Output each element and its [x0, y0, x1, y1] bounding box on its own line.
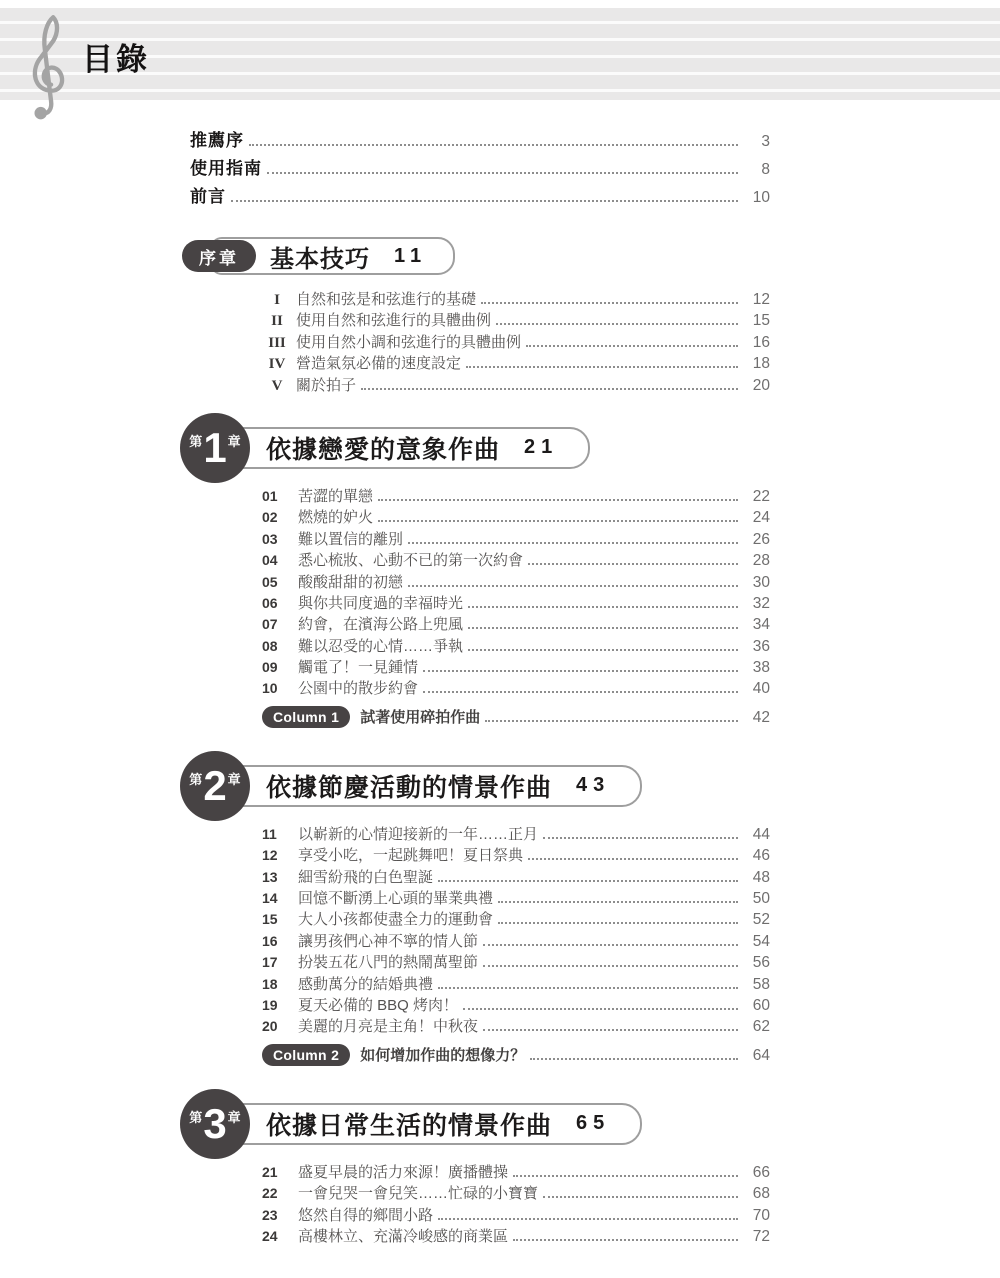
- section-header: [180, 1089, 770, 1159]
- page-number: 24: [752, 509, 770, 527]
- dot-leader: [530, 1058, 738, 1060]
- entry-number: 19: [262, 996, 278, 1013]
- dot-leader: [543, 1196, 738, 1198]
- entry-row: [262, 592, 770, 613]
- section-title: 依據日常生活的情景作曲: [266, 1111, 553, 1140]
- entry-row: [262, 1161, 770, 1182]
- dot-leader: [267, 172, 738, 174]
- entry-number: 05: [262, 573, 278, 590]
- dot-leader: [496, 323, 738, 325]
- entry-number: 15: [262, 911, 278, 928]
- entry-number: 21: [262, 1163, 278, 1180]
- entry-number: 17: [262, 954, 278, 971]
- staff-line: [0, 72, 1000, 75]
- entry-number: 23: [262, 1206, 278, 1223]
- entry-number: IV: [268, 356, 286, 373]
- entry-number: 10: [262, 680, 278, 697]
- entry-title: 苦澀的單戀: [298, 487, 374, 505]
- entry-title: 公園中的散步約會: [298, 680, 419, 698]
- dot-leader: [438, 1218, 738, 1220]
- page-number: 38: [752, 659, 770, 677]
- column-badge: Column 2: [262, 1044, 350, 1066]
- dot-leader: [513, 1239, 738, 1241]
- front-matter-title: 推薦序: [190, 131, 244, 150]
- page-number: 34: [752, 616, 770, 634]
- page-title: 目錄: [82, 42, 150, 77]
- entry-number: 08: [262, 637, 278, 654]
- entry-number: I: [274, 292, 280, 308]
- entry-number: 14: [262, 890, 278, 907]
- section-prologue: [190, 236, 770, 395]
- front-matter-row: [190, 154, 770, 182]
- dot-leader: [526, 345, 738, 347]
- entry-row: [262, 374, 770, 395]
- entry-title: 扮裝五花八門的熱鬧萬聖節: [298, 954, 479, 972]
- entry-number: 11: [262, 825, 277, 842]
- entry-title: 夏天必備的 BBQ 烤肉！: [298, 996, 459, 1014]
- entry-number: 03: [262, 530, 278, 547]
- dot-leader: [361, 388, 738, 390]
- dot-leader: [468, 649, 738, 651]
- dot-leader: [528, 563, 738, 565]
- staff-line: [0, 55, 1000, 58]
- front-matter-title: 使用指南: [190, 159, 262, 178]
- treble-clef-icon: [26, 10, 72, 124]
- section-header: [182, 236, 770, 276]
- page-number: 28: [752, 552, 770, 570]
- dot-leader: [466, 366, 738, 368]
- page-number: 58: [752, 975, 770, 993]
- dot-leader: [231, 200, 738, 202]
- entry-number: 20: [262, 1018, 278, 1035]
- section-chapter-3: [190, 1089, 770, 1247]
- page-number: 60: [752, 996, 770, 1014]
- entry-number: II: [271, 313, 283, 330]
- section-title-box: [212, 1103, 642, 1145]
- entry-row: [262, 823, 770, 844]
- dot-leader: [483, 944, 738, 946]
- entry-title: 高樓林立、充滿冷峻感的商業區: [298, 1227, 509, 1245]
- section-title-box: [212, 427, 590, 469]
- entry-number: 12: [262, 847, 278, 864]
- chapter-badge-prefix: 第: [189, 434, 203, 450]
- entry-title: 悉心梳妝、心動不已的第一次約會: [298, 552, 524, 570]
- front-matter-row: [190, 182, 770, 210]
- chapter-badge-suffix: 章: [227, 434, 241, 450]
- dot-leader: [378, 499, 738, 501]
- staff-line: [0, 89, 1000, 92]
- section-chapter-2: [190, 751, 770, 1071]
- dot-leader: [468, 627, 738, 629]
- entry-list: [262, 823, 770, 1037]
- dot-leader: [408, 585, 738, 587]
- section-header: [180, 751, 770, 821]
- entry-number: 02: [262, 509, 278, 526]
- dot-leader: [513, 1175, 738, 1177]
- entry-row: [262, 908, 770, 929]
- entry-title: 難以忍受的心情……爭執: [298, 637, 464, 655]
- entry-title: 難以置信的離別: [298, 530, 404, 548]
- front-matter-list: [190, 126, 770, 210]
- entry-row: [262, 352, 770, 373]
- entry-title: 使用自然和弦進行的具體曲例: [296, 312, 492, 330]
- section-header: [180, 413, 770, 483]
- dot-leader: [485, 720, 738, 722]
- page-number: 62: [752, 1018, 770, 1036]
- dot-leader: [438, 987, 738, 989]
- entry-title: 悠然自得的鄉間小路: [298, 1206, 434, 1224]
- entry-number: 16: [262, 932, 278, 949]
- dot-leader: [408, 542, 738, 544]
- column-badge: Column 1: [262, 706, 350, 728]
- entry-row: [262, 1015, 770, 1036]
- chapter-badge-number: 1: [203, 423, 227, 471]
- chapter-badge-number: 2: [203, 761, 227, 809]
- staff-background: [0, 8, 1000, 100]
- page-number: 72: [752, 1227, 770, 1245]
- entry-list: [262, 485, 770, 699]
- entry-row: [262, 844, 770, 865]
- entry-row: [262, 506, 770, 527]
- entry-number: 18: [262, 975, 278, 992]
- chapter-badge-suffix: 章: [227, 772, 241, 788]
- page-number: 26: [752, 530, 770, 548]
- page-number: 10: [752, 189, 770, 206]
- dot-leader: [468, 606, 738, 608]
- page-number: 52: [752, 911, 770, 929]
- entry-row: [262, 309, 770, 330]
- toc-body: [0, 126, 1000, 1246]
- entry-row: [262, 1204, 770, 1225]
- page-number: 44: [752, 825, 770, 843]
- entry-title: 使用自然小調和弦進行的具體曲例: [296, 333, 522, 351]
- page-number: 16: [752, 333, 770, 351]
- entry-title: 酸酸甜甜的初戀: [298, 573, 404, 591]
- dot-leader: [481, 302, 738, 304]
- entry-title: 盛夏早晨的活力來源！廣播體操: [298, 1163, 509, 1181]
- entry-title: 美麗的月亮是主角！中秋夜: [298, 1018, 479, 1036]
- entry-title: 大人小孩都使盡全力的運動會: [298, 911, 494, 929]
- page-number: 64: [752, 1046, 770, 1064]
- entry-number: 13: [262, 868, 278, 885]
- dot-leader: [249, 144, 738, 146]
- entry-title: 以嶄新的心情迎接新的一年……正月: [298, 825, 539, 843]
- page-number: 66: [752, 1163, 770, 1181]
- section-page-number: 21: [524, 436, 559, 459]
- entry-title: 感動萬分的結婚典禮: [298, 975, 434, 993]
- entry-row: [262, 485, 770, 506]
- entry-row: [262, 951, 770, 972]
- entry-row: [262, 571, 770, 592]
- entry-title: 觸電了！一見鍾情: [298, 659, 419, 677]
- entry-row: [262, 1182, 770, 1203]
- dot-leader: [423, 691, 738, 693]
- page-number: 68: [752, 1185, 770, 1203]
- page-number: 70: [752, 1206, 770, 1224]
- entry-title: 細雪紛飛的白色聖誕: [298, 868, 434, 886]
- entry-title: 一會兒哭一會兒笑……忙碌的小寶寶: [298, 1185, 539, 1203]
- entry-title: 燃燒的妒火: [298, 509, 374, 527]
- entry-title: 自然和弦是和弦進行的基礎: [296, 291, 477, 308]
- section-title: 基本技巧: [270, 245, 370, 273]
- staff-line: [0, 21, 1000, 24]
- entry-number: 24: [262, 1227, 278, 1244]
- column-title: 如何增加作曲的想像力？: [360, 1046, 526, 1064]
- section-page-number: 43: [576, 774, 611, 797]
- entry-row: [262, 994, 770, 1015]
- page-number: 46: [752, 847, 770, 865]
- column-row: [262, 1044, 770, 1071]
- entry-title: 回憶不斷湧上心頭的畢業典禮: [298, 890, 494, 908]
- entry-title: 約會，在濱海公路上兜風: [298, 616, 464, 634]
- entry-title: 營造氣氛必備的速度設定: [296, 355, 462, 373]
- entry-row: [262, 528, 770, 549]
- section-title: 依據節慶活動的情景作曲: [266, 773, 553, 802]
- entry-row: [262, 973, 770, 994]
- prologue-badge: 序章: [182, 240, 256, 272]
- chapter-badge: [180, 751, 250, 821]
- entry-number: 07: [262, 616, 278, 633]
- front-matter-row: [190, 126, 770, 154]
- entry-list: [262, 288, 770, 395]
- page-number: 54: [752, 932, 770, 950]
- dot-leader: [438, 880, 738, 882]
- entry-row: [262, 677, 770, 698]
- chapter-badge: [180, 1089, 250, 1159]
- entry-number: V: [271, 377, 283, 394]
- entry-number: 04: [262, 552, 278, 569]
- entry-title: 享受小吃，一起跳舞吧！夏日祭典: [298, 847, 524, 865]
- entry-row: [262, 656, 770, 677]
- page-number: 20: [752, 376, 770, 394]
- page-number: 56: [752, 954, 770, 972]
- section-page-number: 65: [576, 1112, 611, 1135]
- entry-number: III: [268, 334, 286, 351]
- entry-number: 22: [262, 1185, 278, 1202]
- entry-title: 關於拍子: [296, 376, 357, 394]
- page-number: 32: [752, 594, 770, 612]
- page-number: 50: [752, 890, 770, 908]
- entry-row: [262, 887, 770, 908]
- dot-leader: [498, 901, 738, 903]
- page-number: 40: [752, 680, 770, 698]
- page-number: 30: [752, 573, 770, 591]
- entry-list: [262, 1161, 770, 1247]
- entry-title: 讓男孩們心神不寧的情人節: [298, 932, 479, 950]
- column-title: 試著使用碎拍作曲: [360, 708, 481, 726]
- entry-number: 01: [262, 487, 278, 504]
- entry-row: [262, 930, 770, 951]
- column-row: [262, 706, 770, 733]
- chapter-badge-prefix: 第: [189, 1110, 203, 1126]
- page-number: 18: [752, 355, 770, 373]
- entry-title: 與你共同度過的幸福時光: [298, 594, 464, 612]
- chapter-badge-prefix: 第: [189, 772, 203, 788]
- entry-row: [262, 549, 770, 570]
- section-title: 依據戀愛的意象作曲: [266, 435, 501, 464]
- dot-leader: [483, 1029, 738, 1031]
- section-title-box: [212, 765, 642, 807]
- entry-row: [262, 866, 770, 887]
- page-number: 48: [752, 868, 770, 886]
- dot-leader: [528, 858, 738, 860]
- section-page-number: 11: [394, 244, 428, 267]
- entry-row: [262, 288, 770, 309]
- dot-leader: [423, 670, 738, 672]
- chapter-badge-number: 3: [203, 1099, 227, 1147]
- entry-number: 06: [262, 594, 278, 611]
- dot-leader: [483, 965, 738, 967]
- chapter-badge: [180, 413, 250, 483]
- dot-leader: [378, 520, 738, 522]
- page-number: 42: [752, 708, 770, 726]
- section-chapter-1: [190, 413, 770, 733]
- entry-row: [262, 331, 770, 352]
- page-number: 3: [761, 133, 770, 150]
- front-matter-title: 前言: [190, 187, 226, 206]
- page-number: 36: [752, 637, 770, 655]
- page-number: 22: [752, 487, 770, 505]
- staff-line: [0, 38, 1000, 41]
- chapter-badge-suffix: 章: [227, 1110, 241, 1126]
- entry-row: [262, 1225, 770, 1246]
- entry-row: [262, 635, 770, 656]
- page-number: 12: [752, 291, 770, 308]
- dot-leader: [498, 922, 738, 924]
- dot-leader: [543, 837, 738, 839]
- dot-leader: [463, 1008, 738, 1010]
- page-number: 8: [761, 161, 770, 178]
- entry-number: 09: [262, 659, 278, 676]
- page-number: 15: [752, 312, 770, 330]
- entry-row: [262, 613, 770, 634]
